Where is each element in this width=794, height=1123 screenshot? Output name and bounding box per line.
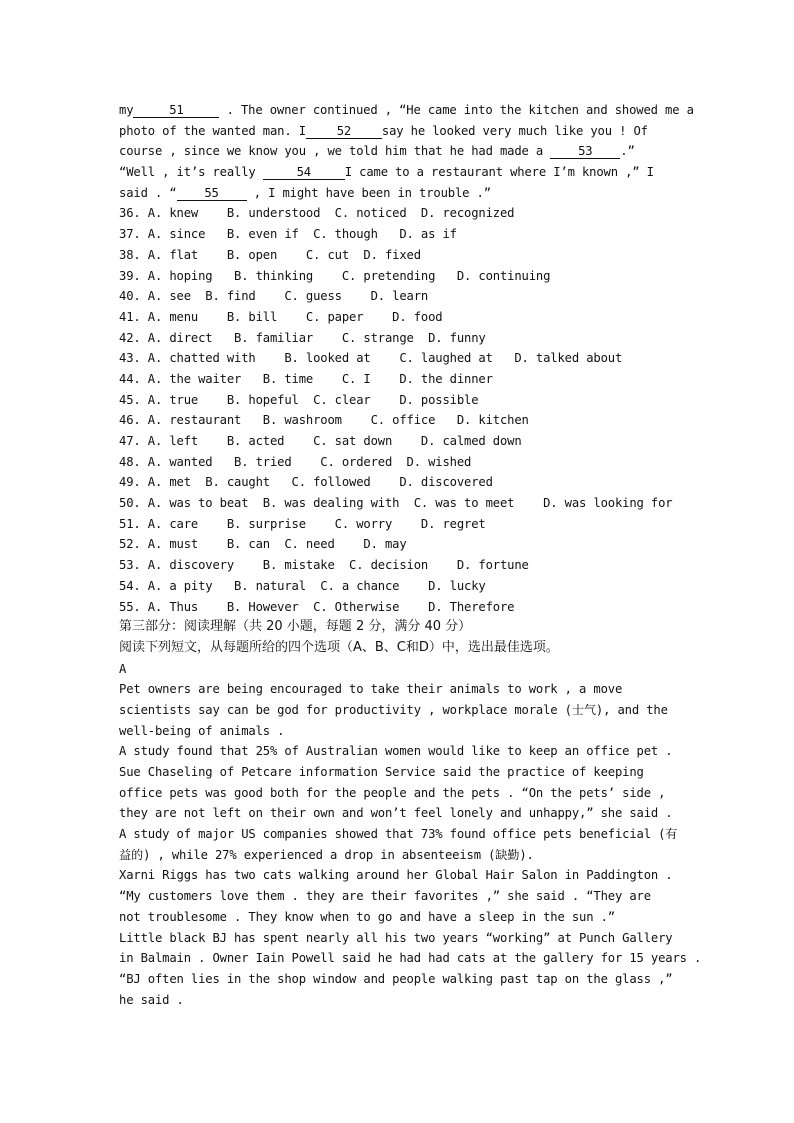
option-line: 38. A. flat B. open C. cut D. fixed [119, 247, 421, 262]
passage-line [119, 162, 689, 183]
passage-a-line: A study found that 25% of Australian women would like to keep an office pet . [119, 744, 673, 759]
text: “Well , it’s really [119, 165, 263, 180]
blank-52: 52 [306, 124, 382, 139]
option-line: 46. A. restaurant B. washroom C. office D. kitchen [119, 413, 529, 428]
passage-a-line: not troublesome . They know when to go and have a sleep in the sun .” [119, 909, 615, 924]
option-line: 48. A. wanted B. tried C. ordered D. wished [119, 454, 472, 469]
option-line: 51. A. care B. surprise C. worry D. regret [119, 516, 486, 531]
option-line: 40. A. see B. find C. guess D. learn [119, 289, 429, 304]
passage-line [119, 141, 689, 162]
passage-label: A [119, 661, 127, 676]
option-line: 54. A. a pity B. natural C. a chance D. lucky [119, 578, 486, 593]
text: my [119, 103, 134, 117]
passage-a-line: Sue Chaseling of Petcare information Service said the practice of keeping [119, 765, 644, 779]
passage-a-line: “BJ often lies in the shop window and people walking past tap on the glass ,” [119, 971, 673, 986]
passage-a-line: in Balmain . Owner Iain Powell said he had had cats at the gallery for 15 years . [119, 951, 702, 966]
passage-a-line: they are not left on their own and won’t feel lonely and unhappy,” she said . [119, 806, 673, 821]
text: course , since we know you , we told him that he had made a [119, 144, 551, 159]
passage-a-line: “My customers love them . they are their favorites ,” she said . “They are [119, 889, 651, 904]
text: say he looked very much like you ! Of [381, 123, 648, 138]
option-line: 49. A. met B. caught C. followed D. discovered [119, 475, 493, 490]
passage-a-line: A study of major US companies showed that 73% found office pets beneficial (有 [119, 827, 678, 842]
option-line: 44. A. the waiter B. time C. I D. the dinner [119, 371, 493, 386]
document-page [119, 100, 702, 1010]
option-line: 55. A. Thus B. However C. Otherwise D. Therefore [119, 599, 515, 614]
text: I came to a restaurant where I’m known ,” I [344, 165, 654, 180]
option-line: 36. A. knew B. understood C. noticed D. recognized [119, 206, 515, 221]
text: , I might have been in trouble .” [246, 185, 491, 200]
passage-a-line: Xarni Riggs has two cats walking around her Global Hair Salon in Paddington . [119, 868, 673, 883]
option-line: 53. A. discovery B. mistake C. decision D. fortune [119, 558, 529, 573]
passage-a-line: Little black BJ has spent nearly all his two years “working” at Punch Gallery [119, 930, 673, 945]
blank-53: 53 [550, 144, 620, 159]
text: said . “ [119, 185, 177, 200]
option-line: 39. A. hoping B. thinking C. pretending D. continuing [119, 268, 551, 283]
option-line: 42. A. direct B. familiar C. strange D. funny [119, 330, 486, 345]
passage-line [119, 121, 689, 142]
passage-a-line: scientists say can be god for productivity , workplace morale (士气), and the [119, 702, 668, 717]
option-line: 52. A. must B. can C. need D. may [119, 537, 407, 552]
text: photo of the wanted man. I [119, 123, 306, 138]
section-heading: 第三部分：阅读理解（共 20 小题，每题 2 分，满分 40 分） [119, 619, 472, 635]
option-line: 37. A. since B. even if C. though D. as if [119, 227, 457, 242]
option-line: 41. A. menu B. bill C. paper D. food [119, 309, 443, 324]
passage-a-line: office pets was good both for the people and the pets . “On the pets’ side , [119, 785, 666, 800]
blank-55: 55 [177, 186, 247, 201]
passage-a-line: 益的) , while 27% experienced a drop in absenteeism (缺勤). [119, 847, 534, 862]
blank-54: 54 [263, 165, 345, 180]
passage-a-line: well-being of animals . [119, 723, 285, 738]
text: . The owner continued , “He came into the kitchen and showed me a [219, 103, 694, 117]
passage-a-line: he said . [119, 992, 184, 1007]
passage-a-line: Pet owners are being encouraged to take their animals to work , a move [119, 682, 623, 697]
passage-line [119, 100, 694, 121]
passage-line [119, 183, 689, 204]
option-line: 50. A. was to beat B. was dealing with C. was to meet D. was looking for [119, 496, 673, 511]
option-line: 47. A. left B. acted C. sat down D. calmed down [119, 434, 522, 448]
option-line: 45. A. true B. hopeful C. clear D. possible [119, 392, 479, 407]
blank-51: 51 [133, 103, 219, 118]
option-line: 43. A. chatted with B. looked at C. laughed at D. talked about [119, 351, 623, 366]
text: .” [620, 144, 635, 159]
section-instruction: 阅读下列短文，从每题所给的四个选项（A、B、C和D）中，选出最佳选项。 [119, 639, 559, 655]
